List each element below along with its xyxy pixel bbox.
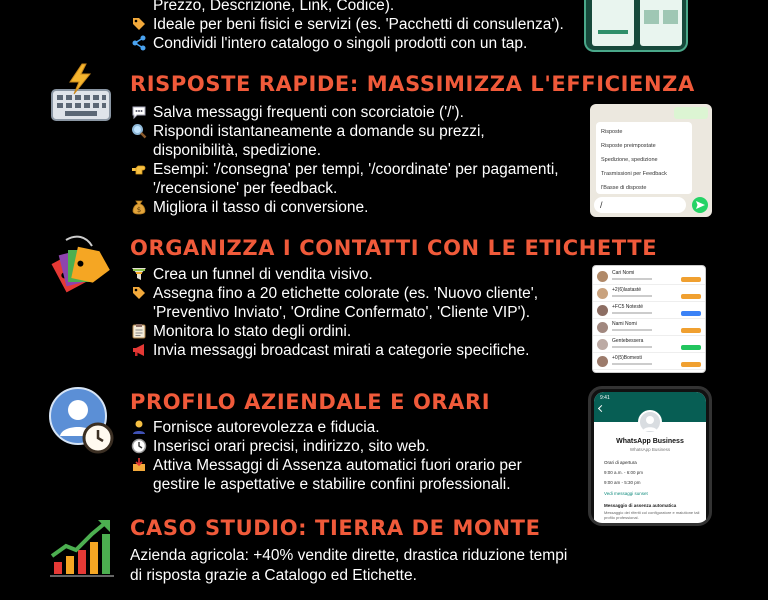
contact-row[interactable] bbox=[593, 285, 705, 302]
contact-name: Gentebessera bbox=[612, 338, 644, 344]
catalog-section bbox=[0, 0, 768, 60]
labels-mockup bbox=[592, 265, 706, 373]
labels-section bbox=[0, 228, 768, 378]
label-badge bbox=[681, 362, 701, 367]
contact-preview bbox=[612, 278, 652, 280]
business-subtitle: WhatsApp Business bbox=[629, 447, 671, 452]
share-icon bbox=[130, 35, 148, 52]
hours-label: Orari di apertura bbox=[604, 460, 637, 465]
avatar bbox=[597, 271, 608, 282]
profile-bullets bbox=[130, 418, 570, 494]
speech-bubble-icon bbox=[130, 104, 148, 121]
mockup-header-tag bbox=[674, 107, 708, 119]
quick-reply-item[interactable]: l'Basse di disposte bbox=[601, 185, 647, 191]
megaphone-icon bbox=[130, 342, 148, 359]
contact-list bbox=[593, 268, 705, 370]
profile-bullet-1: Fornisce autorevolezza e fiducia. bbox=[130, 418, 570, 437]
hours-row: 9:00 a.m. - 6:00 pm bbox=[604, 470, 644, 475]
contact-name: +0(5)Bomesti bbox=[612, 355, 642, 361]
contact-preview bbox=[612, 329, 652, 331]
money-bag-icon bbox=[130, 199, 148, 216]
contact-name: +2(6)lastasté bbox=[612, 287, 642, 293]
contact-preview bbox=[612, 363, 652, 365]
contact-preview bbox=[612, 312, 652, 314]
profile-bullet-2: Inserisci orari precisi, indirizzo, sito web. bbox=[130, 437, 570, 456]
contact-row[interactable] bbox=[593, 319, 705, 336]
keyboard-lightning-icon bbox=[48, 62, 116, 130]
quick-replies-section bbox=[0, 62, 768, 228]
labels-bullet-1: Crea un funnel di vendita visivo. bbox=[130, 265, 592, 284]
avatar bbox=[597, 339, 608, 350]
clock-icon bbox=[130, 438, 148, 455]
avatar bbox=[597, 305, 608, 316]
labels-title: ORGANIZZA I CONTATTI CON LE ETICHETTE bbox=[130, 236, 658, 260]
quick-reply-list bbox=[596, 122, 692, 194]
magnifier-icon bbox=[130, 123, 148, 140]
quick-reply-item[interactable]: Spedizione, spedizione bbox=[601, 157, 658, 163]
contact-name: Nami Nomi bbox=[612, 321, 637, 327]
contact-preview bbox=[612, 295, 652, 297]
avatar-icon bbox=[640, 412, 660, 432]
quick-reply-item[interactable]: Risposte bbox=[601, 129, 623, 135]
back-icon[interactable] bbox=[598, 405, 605, 412]
catalog-bullet-2: Condividi l'intero catalogo o singoli prodotti con un tap. bbox=[130, 34, 564, 53]
catalog-mockup bbox=[584, 0, 688, 52]
case-study-title: CASO STUDIO: TIERRA DE MONTE bbox=[130, 516, 541, 540]
pointing-hand-icon bbox=[130, 161, 148, 178]
tag-icon bbox=[130, 16, 148, 33]
inbox-icon bbox=[130, 457, 148, 474]
labels-bullets bbox=[130, 265, 592, 360]
avatar bbox=[597, 288, 608, 299]
view-link[interactable]: Vedi messaggi sunset bbox=[604, 491, 648, 496]
send-button[interactable] bbox=[692, 197, 708, 213]
profile-title: PROFILO AZIENDALE E ORARI bbox=[130, 390, 491, 414]
avatar bbox=[597, 322, 608, 333]
colored-tags-icon bbox=[48, 232, 116, 300]
contact-row[interactable] bbox=[593, 302, 705, 319]
quick-replies-bullets bbox=[130, 103, 560, 217]
quick-replies-title: RISPOSTE RAPIDE: MASSIMIZZA L'EFFICIENZA bbox=[130, 72, 695, 96]
contact-row[interactable] bbox=[593, 353, 705, 370]
quick-replies-mockup bbox=[590, 104, 712, 217]
funnel-icon bbox=[130, 266, 148, 283]
person-icon bbox=[130, 419, 148, 436]
catalog-bullet-1: Ideale per beni fisici e servizi (es. 'Pacchetti di consulenza'). bbox=[130, 15, 564, 34]
case-study-section bbox=[0, 504, 768, 600]
catalog-partial-line: Prezzo, Descrizione, Link, Codice). bbox=[153, 0, 395, 14]
quick-reply-item[interactable]: Risposte preimpostate bbox=[601, 143, 656, 149]
profile-avatar bbox=[638, 410, 662, 434]
case-study-text: Azienda agricola: +40% vendite dirette, drastica riduzione tempi di risposta grazie a Catalogo ed Etichette. bbox=[130, 547, 568, 584]
business-name: WhatsApp Business bbox=[616, 438, 684, 445]
contact-preview bbox=[612, 346, 652, 348]
labels-bullet-4: Invia messaggi broadcast mirati a categorie specifiche. bbox=[130, 341, 592, 360]
labels-bullet-3: Monitora lo stato degli ordini. bbox=[130, 322, 592, 341]
label-badge bbox=[681, 311, 701, 316]
label-badge bbox=[681, 328, 701, 333]
contact-row[interactable] bbox=[593, 336, 705, 353]
message-input[interactable]: / bbox=[594, 197, 686, 213]
label-badge bbox=[681, 294, 701, 299]
labels-bullet-2: Assegna fino a 20 etichette colorate (es. 'Nuovo cliente', 'Preventivo Inviato', 'Ordine Confermato', 'Cliente VIP'). bbox=[130, 284, 592, 322]
phone-time: 9:41 bbox=[600, 395, 610, 401]
label-icon bbox=[130, 285, 148, 302]
user-clock-icon bbox=[48, 386, 116, 454]
label-badge bbox=[681, 277, 701, 282]
clipboard-icon bbox=[130, 323, 148, 340]
catalog-bullets bbox=[130, 0, 564, 53]
quick-replies-bullet-1: Salva messaggi frequenti con scorciatoie ('/'). bbox=[130, 103, 560, 122]
hours-row: 9:00 am - 5:30 pm bbox=[604, 480, 641, 485]
contact-name: Cari Nomi bbox=[612, 270, 635, 276]
svg-text:$: $ bbox=[136, 206, 142, 214]
quick-reply-item[interactable]: Trasmissioni per Feedback bbox=[601, 171, 667, 177]
label-badge bbox=[681, 345, 701, 350]
avatar bbox=[597, 356, 608, 367]
away-text: Messaggio dei riferiti col configuratore e maiutione tali profilo professional. bbox=[604, 510, 700, 520]
send-icon bbox=[692, 197, 708, 213]
growth-chart-icon bbox=[48, 516, 116, 584]
quick-replies-bullet-2: Rispondi istantaneamente a domande su prezzi, disponibilità, spedizione. bbox=[130, 122, 560, 160]
quick-replies-bullet-3: Esempi: '/consegna' per tempi, '/coordinate' per pagamenti, '/recensione' per feedback. bbox=[130, 160, 560, 198]
quick-replies-bullet-4: $ Migliora il tasso di conversione. bbox=[130, 198, 560, 217]
away-label: Messaggio di assenza automatica bbox=[604, 503, 677, 508]
contact-name: +FC5 Notesté bbox=[612, 304, 643, 310]
contact-row[interactable] bbox=[593, 268, 705, 285]
profile-bullet-3: Attiva Messaggi di Assenza automatici fuori orario per gestire le aspettative e stabilire confini professionali. bbox=[130, 456, 570, 494]
profile-section bbox=[0, 378, 768, 520]
